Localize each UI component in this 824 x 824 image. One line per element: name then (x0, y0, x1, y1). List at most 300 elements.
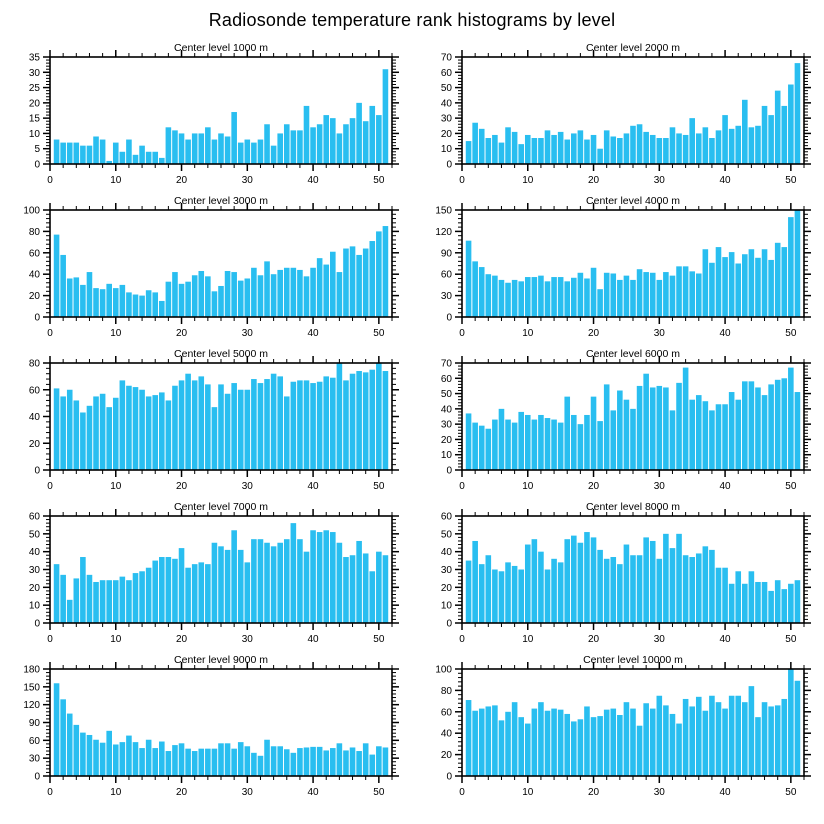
bar (238, 550, 244, 623)
bar (277, 376, 283, 470)
bar (735, 696, 741, 776)
bar (716, 568, 722, 623)
bar (376, 231, 382, 317)
bar (735, 126, 741, 164)
y-tick-label: 0 (446, 771, 452, 783)
bar (172, 272, 178, 317)
bar (657, 280, 663, 317)
panel-title: Center level 8000 m (586, 501, 680, 513)
bar (159, 742, 165, 776)
bar (722, 568, 728, 623)
bar (198, 271, 204, 317)
x-tick-label: 40 (719, 328, 731, 339)
bar (643, 703, 649, 776)
bar (709, 410, 715, 470)
panel-center-level-6000m (412, 346, 824, 499)
bar (284, 268, 290, 317)
bar (486, 274, 492, 317)
bar (709, 138, 715, 164)
bar (512, 132, 518, 164)
bar (597, 289, 603, 317)
x-tick-label: 0 (459, 175, 465, 186)
y-tick-label: 150 (435, 205, 452, 217)
y-tick-label: 0 (34, 771, 40, 783)
bar (512, 566, 518, 623)
bar (597, 716, 603, 776)
bar (597, 149, 603, 164)
bar (703, 711, 709, 776)
bar (617, 280, 623, 317)
bar (67, 390, 73, 470)
bar (323, 265, 329, 317)
bar (363, 743, 369, 776)
bar (159, 158, 165, 164)
bar (735, 264, 741, 318)
bar (225, 271, 231, 317)
bar (245, 390, 251, 470)
bar (146, 740, 152, 776)
bar (479, 129, 485, 164)
bar (80, 412, 86, 470)
bar (643, 537, 649, 623)
bar (564, 714, 570, 776)
y-tick-label: 35 (28, 52, 40, 64)
bar (146, 396, 152, 470)
bar (87, 272, 93, 317)
bar (505, 420, 511, 470)
y-tick-label: 20 (440, 582, 452, 594)
bar (74, 143, 80, 164)
bar (670, 410, 676, 470)
bar (284, 749, 290, 776)
bar (146, 152, 152, 164)
bar (343, 124, 349, 164)
bar (558, 277, 564, 317)
y-tick-label: 70 (440, 358, 452, 370)
bar (617, 138, 623, 164)
bar (532, 709, 538, 776)
bar (564, 539, 570, 623)
bar (350, 374, 356, 470)
bar (755, 387, 761, 470)
bar (630, 280, 636, 317)
bar (716, 130, 722, 164)
bar (271, 546, 277, 623)
bar (231, 383, 237, 470)
bar (133, 295, 139, 317)
chart-canvas (412, 346, 824, 499)
bar (198, 376, 204, 470)
bar (363, 249, 369, 317)
bar (617, 715, 623, 776)
y-tick-label: 80 (440, 685, 452, 697)
x-tick-label: 40 (307, 328, 319, 339)
bar (251, 143, 257, 164)
bar (245, 562, 251, 623)
panel-title: Center level 6000 m (586, 348, 680, 360)
bar (383, 226, 389, 317)
bar (637, 726, 643, 776)
y-tick-label: 10 (440, 144, 452, 156)
bar (689, 706, 695, 776)
x-tick-label: 20 (587, 328, 600, 339)
bar (297, 539, 303, 623)
y-tick-label: 40 (440, 404, 452, 416)
bar (512, 423, 518, 470)
x-tick-label: 10 (522, 634, 534, 645)
bar (323, 115, 329, 164)
x-tick-label: 20 (587, 634, 600, 645)
bar (729, 696, 735, 776)
bar (571, 721, 577, 776)
bar (518, 717, 524, 776)
bar (133, 742, 139, 776)
bar (676, 724, 682, 776)
bar (788, 217, 794, 317)
bar (297, 130, 303, 164)
x-tick-label: 10 (110, 634, 122, 645)
bar (238, 281, 244, 317)
y-tick-label: 50 (440, 83, 452, 95)
bar (139, 748, 145, 776)
bar (696, 273, 702, 317)
bar (271, 274, 277, 317)
bar (689, 271, 695, 317)
x-tick-label: 0 (459, 787, 465, 798)
bar (538, 276, 544, 317)
bar (54, 388, 60, 470)
bar (376, 363, 382, 470)
bar (225, 136, 231, 164)
y-tick-label: 20 (28, 98, 40, 110)
bar (330, 118, 336, 164)
bar (571, 278, 577, 317)
x-tick-label: 10 (110, 328, 122, 339)
bar (683, 266, 689, 317)
bar (284, 396, 290, 470)
bar (192, 380, 198, 470)
bar (479, 267, 485, 317)
bar (218, 384, 224, 470)
panel-title: Center level 3000 m (174, 195, 268, 207)
bar (277, 746, 283, 776)
bar (337, 743, 343, 776)
bar (166, 127, 172, 164)
y-tick-label: 0 (34, 312, 40, 324)
bar (775, 580, 781, 623)
bar (624, 545, 630, 623)
bar (291, 382, 297, 470)
bar (185, 749, 191, 776)
chart-canvas (0, 652, 412, 805)
bar (742, 381, 748, 470)
bar (205, 127, 211, 164)
bar (610, 273, 616, 317)
bar (578, 273, 584, 317)
bar (310, 383, 316, 470)
x-tick-label: 30 (653, 787, 665, 798)
bar (264, 740, 270, 776)
bar (492, 570, 498, 624)
bar (683, 555, 689, 623)
bar (218, 546, 224, 623)
bar (93, 396, 99, 470)
bar (146, 568, 152, 623)
bar (93, 136, 99, 164)
bar (472, 123, 478, 164)
panel-title: Center level 9000 m (174, 654, 268, 666)
bar (87, 146, 93, 164)
bar (80, 557, 86, 623)
bar (133, 155, 139, 164)
bar (363, 553, 369, 623)
bar (218, 286, 224, 317)
bar (466, 141, 472, 164)
bar (323, 750, 329, 776)
bar (663, 138, 669, 164)
panel-center-level-5000m (0, 346, 412, 499)
x-tick-label: 30 (653, 634, 665, 645)
bar (558, 132, 564, 164)
x-tick-label: 40 (719, 634, 731, 645)
bar (703, 401, 709, 470)
bar (212, 749, 218, 776)
bar (499, 720, 505, 776)
chart-canvas (412, 499, 824, 652)
bar (703, 546, 709, 623)
y-tick-label: 40 (440, 98, 452, 110)
bar (271, 146, 277, 164)
bar (74, 725, 80, 776)
bar (100, 394, 106, 470)
x-tick-label: 30 (241, 787, 253, 798)
y-tick-label: 25 (28, 83, 40, 95)
bar (795, 392, 801, 470)
bar (218, 743, 224, 776)
bar (696, 395, 702, 470)
bar (564, 140, 570, 164)
bar (781, 699, 787, 776)
y-tick-label: 100 (23, 205, 40, 217)
bar (297, 270, 303, 317)
bar (676, 383, 682, 470)
bar (113, 398, 119, 470)
bar (251, 539, 257, 623)
bar (113, 288, 119, 317)
bar (781, 378, 787, 470)
bar (610, 709, 616, 776)
bar (126, 140, 132, 164)
y-tick-label: 20 (440, 434, 452, 446)
y-tick-label: 10 (28, 128, 40, 140)
bar (264, 379, 270, 470)
x-tick-label: 40 (307, 481, 319, 492)
bar (245, 746, 251, 776)
chart-canvas (412, 40, 824, 193)
x-tick-label: 40 (719, 481, 731, 492)
bar (369, 571, 375, 623)
bar (258, 756, 264, 776)
bar (584, 532, 590, 623)
bar (323, 376, 329, 470)
bar (93, 288, 99, 317)
bar (492, 705, 498, 776)
bar (505, 562, 511, 623)
bar (198, 749, 204, 776)
y-tick-label: 0 (446, 159, 452, 171)
bar (610, 136, 616, 164)
y-tick-label: 120 (23, 700, 40, 712)
bar (492, 276, 498, 317)
bar (74, 578, 80, 623)
bar (472, 261, 478, 317)
bar (166, 400, 172, 470)
bar (525, 135, 531, 164)
bar (337, 363, 343, 470)
bar (518, 570, 524, 624)
bar (492, 420, 498, 470)
bar (363, 372, 369, 470)
bar (716, 247, 722, 317)
x-tick-label: 40 (307, 787, 319, 798)
bar (146, 290, 152, 317)
x-tick-label: 50 (373, 328, 385, 339)
bar (383, 555, 389, 623)
bar (545, 418, 551, 470)
y-tick-label: 30 (440, 565, 452, 576)
bar (729, 252, 735, 317)
y-tick-label: 10 (440, 600, 452, 612)
bar (350, 555, 356, 623)
bar (749, 571, 755, 623)
bar (212, 407, 218, 470)
bar (356, 103, 362, 164)
x-tick-label: 40 (307, 175, 319, 186)
y-tick-label: 50 (440, 389, 452, 401)
bar (67, 600, 73, 623)
bar (106, 284, 112, 317)
bar (545, 570, 551, 624)
bar (722, 709, 728, 776)
bar (749, 249, 755, 317)
bar (643, 374, 649, 470)
bar (768, 115, 774, 164)
bar (762, 249, 768, 317)
bar (788, 669, 794, 776)
bar (775, 705, 781, 776)
y-tick-label: 30 (28, 67, 40, 79)
bar (630, 555, 636, 623)
bar (152, 395, 158, 470)
bar (291, 753, 297, 776)
bar (795, 63, 801, 164)
x-tick-label: 10 (522, 787, 534, 798)
bar (637, 269, 643, 317)
bar (291, 523, 297, 623)
bar (755, 582, 761, 623)
bar (584, 278, 590, 317)
bar (795, 681, 801, 776)
bar (578, 424, 584, 470)
x-tick-label: 20 (175, 328, 188, 339)
x-tick-label: 20 (175, 787, 188, 798)
bar (100, 743, 106, 776)
panel-center-level-3000m (0, 193, 412, 346)
bar (139, 571, 145, 623)
bar (564, 281, 570, 317)
chart-canvas (0, 193, 412, 346)
bar (238, 742, 244, 776)
bar (650, 273, 656, 317)
y-tick-label: 0 (446, 312, 452, 324)
bar (350, 118, 356, 164)
bar (499, 571, 505, 623)
x-tick-label: 50 (373, 481, 385, 492)
bar (689, 557, 695, 623)
x-tick-label: 10 (522, 328, 534, 339)
bar (768, 384, 774, 470)
bar (67, 714, 73, 776)
bar (60, 255, 66, 317)
bar (538, 415, 544, 470)
bar (518, 144, 524, 164)
x-tick-label: 20 (175, 481, 188, 492)
x-tick-label: 10 (110, 175, 122, 186)
bar (722, 257, 728, 317)
y-tick-label: 90 (28, 718, 40, 729)
bar (657, 138, 663, 164)
bar (545, 130, 551, 164)
bar (238, 390, 244, 470)
x-tick-label: 20 (175, 175, 188, 186)
bar (80, 733, 86, 776)
y-tick-label: 70 (440, 52, 452, 64)
x-tick-label: 0 (47, 175, 53, 186)
bar (343, 249, 349, 317)
bar (643, 272, 649, 317)
bar (258, 140, 264, 164)
bar (466, 700, 472, 776)
bar (591, 537, 597, 623)
bar (185, 374, 191, 470)
x-tick-label: 10 (110, 787, 122, 798)
bar (383, 371, 389, 470)
bar (192, 275, 198, 317)
bar (762, 106, 768, 164)
bar (663, 387, 669, 470)
y-tick-label: 10 (440, 450, 452, 462)
bar (781, 106, 787, 164)
bar (545, 281, 551, 317)
bar (486, 429, 492, 470)
x-tick-label: 30 (241, 175, 253, 186)
y-tick-label: 80 (28, 358, 40, 370)
bar (54, 683, 60, 776)
bar (87, 406, 93, 470)
y-tick-label: 20 (28, 438, 40, 450)
panel-title: Center level 2000 m (586, 42, 680, 54)
bar (657, 559, 663, 623)
bar (205, 384, 211, 470)
bar (297, 380, 303, 470)
bar (551, 277, 557, 317)
bar (264, 124, 270, 164)
y-tick-label: 30 (28, 753, 40, 765)
bar (617, 391, 623, 470)
bar (166, 557, 172, 623)
bar (67, 278, 73, 317)
bar (337, 133, 343, 164)
